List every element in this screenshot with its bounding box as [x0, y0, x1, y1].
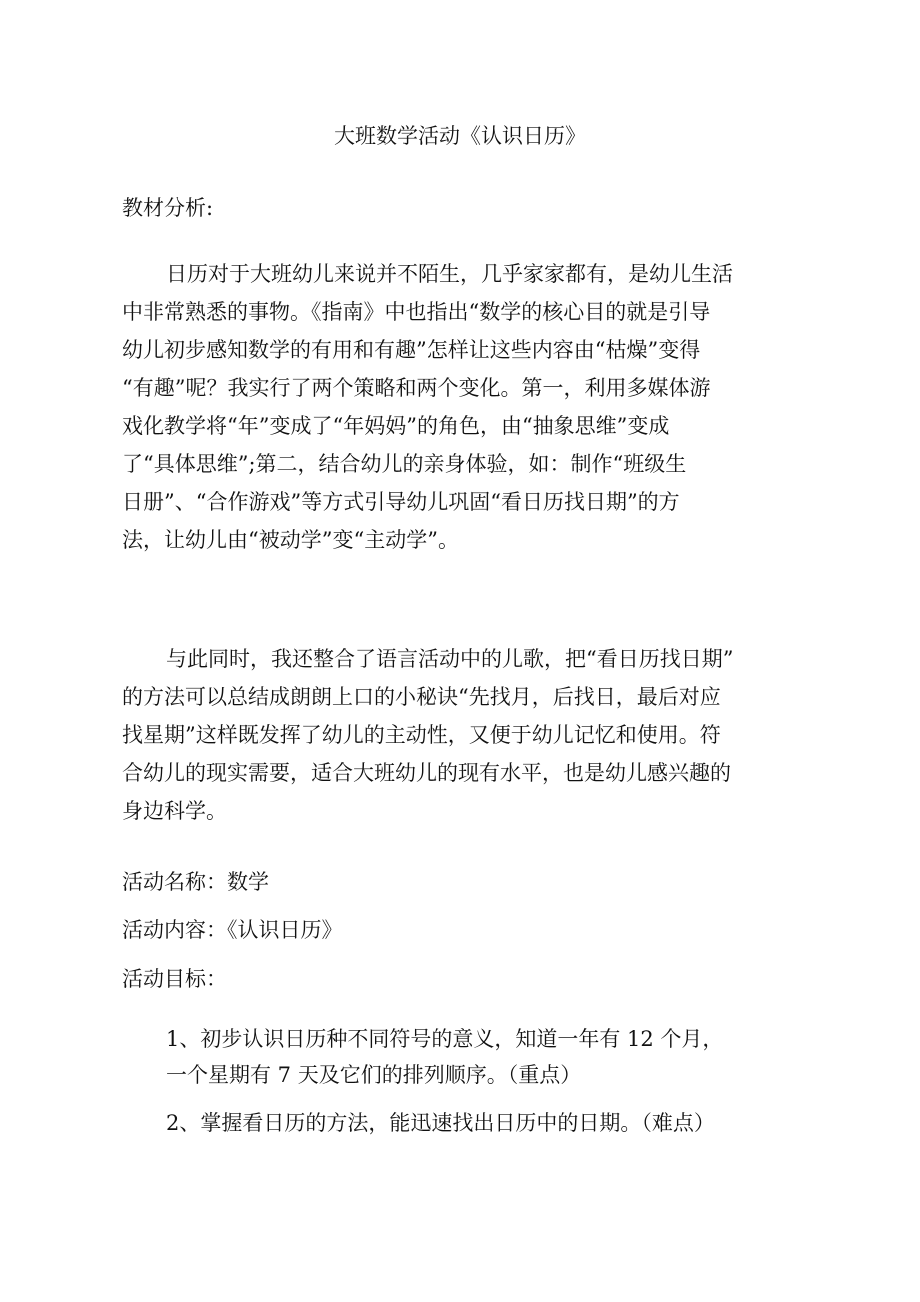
paragraph-line: 身边科学。 [122, 799, 227, 823]
paragraph-line: “有趣”呢？我实行了两个策略和两个变化。第一，利用多媒体游 [122, 376, 711, 400]
activity-name: 活动名称：数学 [122, 870, 269, 894]
paragraph-line: 法，让幼儿由“被动学”变“主动学”。 [122, 528, 459, 552]
analysis-paragraph-1 [122, 255, 762, 559]
paragraph-line: 合幼儿的现实需要，适合大班幼儿的现有水平，也是幼儿感兴趣的 [122, 761, 731, 785]
activity-goals-label: 活动目标： [122, 967, 227, 991]
paragraph-line: 找星期”这样既发挥了幼儿的主动性，又便于幼儿记忆和使用。符 [122, 723, 721, 747]
goal-line: 一个星期有 7 天及它们的排列顺序。（重点） [166, 1063, 582, 1087]
paragraph-line: 的方法可以总结成朗朗上口的小秘诀“先找月，后找日，最后对应 [122, 685, 721, 709]
activity-content: 活动内容：《认识日历》 [122, 918, 343, 942]
paragraph-line: 戏化教学将“年”变成了“年妈妈”的角色，由“抽象思维”变成 [122, 414, 670, 438]
goal-line: 1、初步认识日历种不同符号的意义，知道一年有 12 个月， [166, 1027, 724, 1051]
goal-line: 2、掌握看日历的方法，能迅速找出日历中的日期。（难点） [166, 1111, 715, 1135]
paragraph-line: 幼儿初步感知数学的有用和有趣”怎样让这些内容由“枯燥”变得 [122, 338, 701, 362]
paragraph-line: 日册”、“合作游戏”等方式引导幼儿巩固“看日历找日期”的方 [122, 490, 680, 514]
goal-item-1 [166, 1021, 723, 1093]
paragraph-line: 了“具体思维”;第二，结合幼儿的亲身体验，如：制作“班级生 [122, 452, 687, 476]
document-title: 大班数学活动《认识日历》 [334, 124, 586, 148]
paragraph-line: 与此同时，我还整合了语言活动中的儿歌，把“看日历找日期” [166, 647, 734, 671]
goal-item-2 [166, 1105, 715, 1141]
analysis-paragraph-2 [122, 640, 762, 830]
analysis-label: 教材分析: [122, 196, 214, 220]
paragraph-line: 中非常熟悉的事物。《指南》中也指出“数学的核心目的就是引导 [122, 300, 711, 324]
paragraph-line: 日历对于大班幼儿来说并不陌生，几乎家家都有，是幼儿生活 [166, 262, 733, 286]
